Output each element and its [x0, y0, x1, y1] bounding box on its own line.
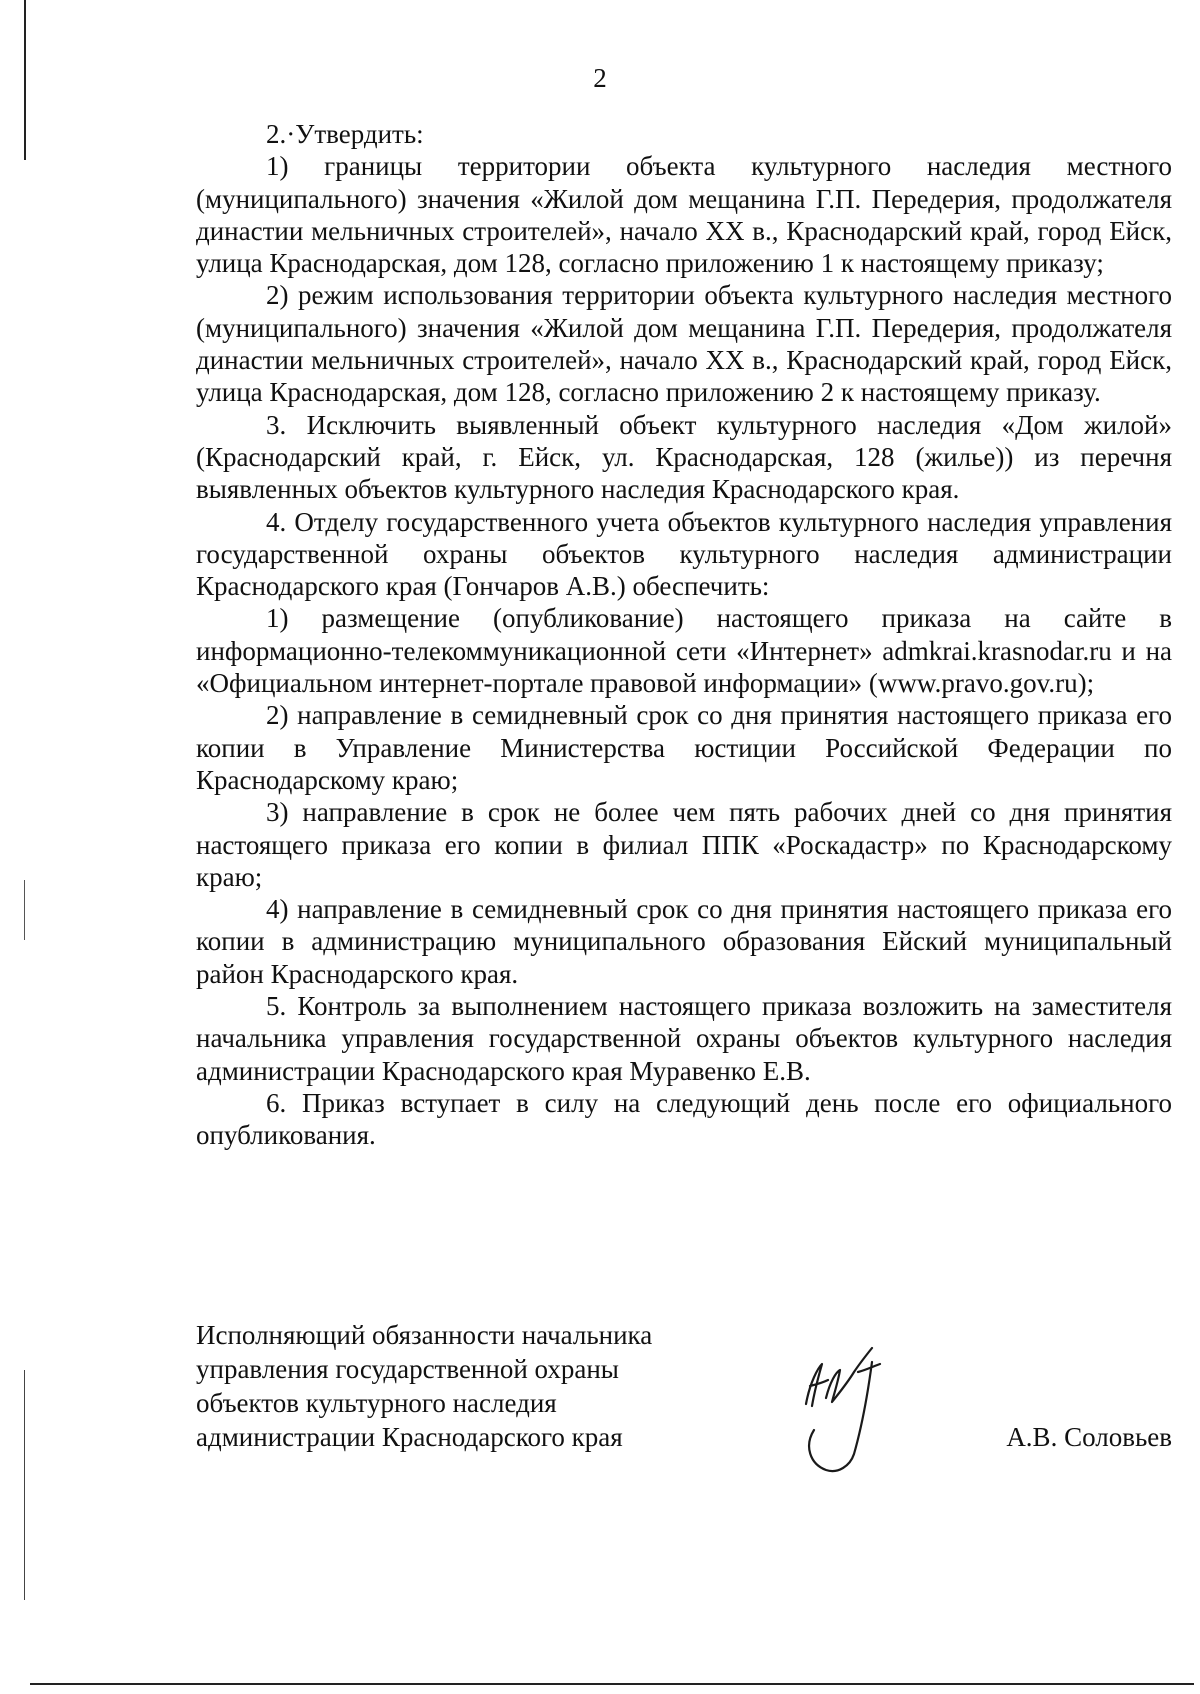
signer-position-line: объектов культурного наследия [196, 1388, 557, 1418]
paragraph-municipality: 4) направление в семидневный срок со дня принятия настоящего приказа его копии в администрацию муниципального образования Ейский муниципальный район Краснодарского края. [196, 894, 1172, 989]
scan-edge-line [24, 1370, 25, 1600]
signer-position-line: управления государственной охраны [196, 1354, 619, 1384]
scan-bottom-line [30, 1683, 1194, 1685]
scan-edge-line [24, 880, 25, 940]
paragraph-roskadastr: 3) направление в срок не более чем пять рабочих дней со дня принятия настоящего приказа его копии в филиал ППК «Роскадастр» по Краснодарскому краю; [196, 797, 1172, 892]
paragraph-boundaries: 1) границы территории объекта культурного наследия местного (муниципального) значения «Жилой дом мещанина Г.П. Передерия, продолжателя династии мельничных строителей», начало XX в., Краснодарский край, город Ейск, улица Краснодарская, дом 128, согласно приложению 1 к настоящему приказу; [196, 151, 1172, 279]
signer-position [196, 1318, 716, 1454]
paragraph-control: 5. Контроль за выполнением настоящего приказа возложить на заместителя начальника управления государственной охраны объектов культурного наследия администрации Краснодарского края Муравенко Е.В. [196, 991, 1172, 1086]
paragraph-department: 4. Отделу государственного учета объектов культурного наследия управления государственной охраны объектов культурного наследия администрации Краснодарского края (Гончаров А.В.) обеспечить: [196, 506, 1172, 602]
paragraph-publication: 1) размещение (опубликование) настоящего приказа на сайте в информационно-телекоммуникационной сети «Интернет» admkrai.krasnodar.ru и на «Официальном интернет-портале правовой информации» (www.pravo.gov.ru); [196, 603, 1172, 699]
paragraph-entry-into-force: 6. Приказ вступает в силу на следующий день после его официального опубликования. [196, 1087, 1172, 1151]
document-body [196, 118, 1172, 1152]
signer-position-line: Исполняющий обязанности начальника [196, 1320, 653, 1350]
signer-position-line: администрации Краснодарского края [196, 1422, 623, 1452]
signer-name: А.В. Соловьев [1006, 1422, 1172, 1452]
paragraph-usage-regime: 2) режим использования территории объекта культурного наследия местного (муниципального) значения «Жилой дом мещанина Г.П. Передерия, продолжателя династии мельничных строителей», начало XX в., Краснодарский край, город Ейск, улица Краснодарская, дом 128, согласно приложению 2 к настоящему приказу. [196, 280, 1172, 408]
paragraph-exclude: 3. Исключить выявленный объект культурного наследия «Дом жилой» (Краснодарский край, г. Ейск, ул. Краснодарская, 128 (жилье)) из перечня выявленных объектов культурного наследия Краснодарского края. [196, 409, 1172, 505]
paragraph-approve: 2.·Утвердить: [266, 119, 424, 149]
paragraph-ministry-justice: 2) направление в семидневный срок со дня принятия настоящего приказа его копии в Управление Министерства юстиции Российской Федерации по Краснодарскому краю; [196, 700, 1172, 795]
handwritten-signature [788, 1342, 906, 1482]
page-number: 2 [593, 63, 607, 93]
signature-block [196, 1318, 1172, 1498]
